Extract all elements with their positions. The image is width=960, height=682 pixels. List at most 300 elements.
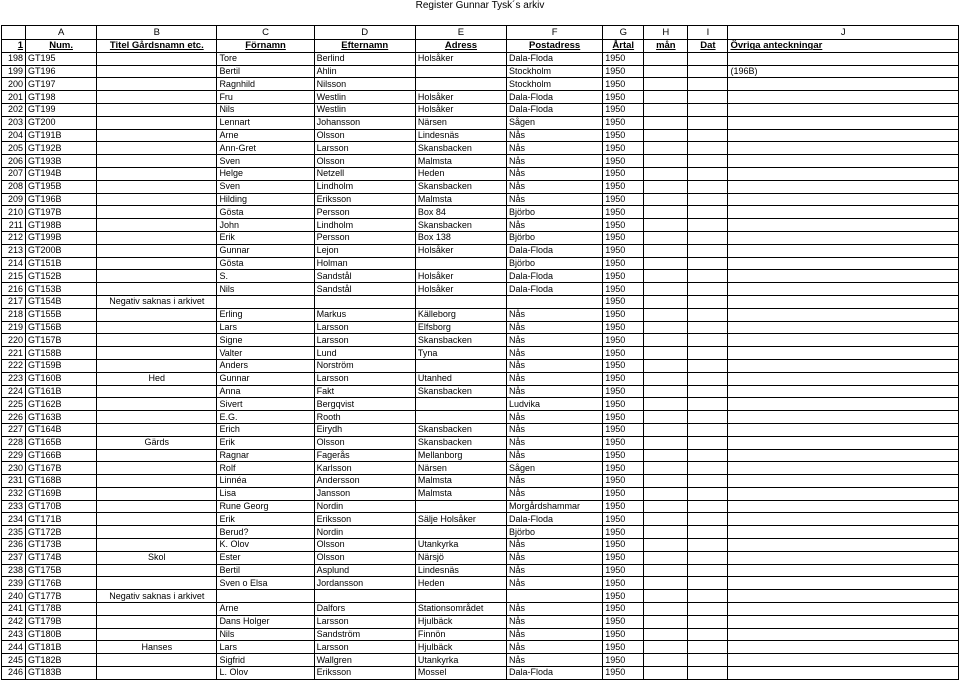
row-number-cell: 217 xyxy=(2,295,26,308)
table-cell: Holsåker xyxy=(415,283,506,296)
table-cell xyxy=(644,295,688,308)
table-cell xyxy=(644,142,688,155)
table-cell: Nås xyxy=(507,449,603,462)
table-row xyxy=(2,347,959,360)
table-cell: Valter xyxy=(217,347,314,360)
table-cell xyxy=(728,475,959,488)
table-cell xyxy=(97,180,217,193)
table-cell: Dala-Floda xyxy=(507,91,603,104)
table-row xyxy=(2,628,959,641)
table-cell: 1950 xyxy=(603,615,644,628)
table-cell: GT168B xyxy=(26,475,97,488)
table-cell: Erik xyxy=(217,513,314,526)
table-cell xyxy=(97,193,217,206)
table-cell: Nås xyxy=(507,155,603,168)
table-cell xyxy=(97,449,217,462)
table-cell xyxy=(644,462,688,475)
table-cell: GT154B xyxy=(26,295,97,308)
table-cell: 1950 xyxy=(603,180,644,193)
table-cell xyxy=(688,500,728,513)
table-cell: 1950 xyxy=(603,65,644,78)
table-cell: Dala-Floda xyxy=(507,103,603,116)
table-cell: Dala-Floda xyxy=(507,513,603,526)
table-cell xyxy=(97,103,217,116)
table-row xyxy=(2,398,959,411)
table-cell: Gunnar xyxy=(217,372,314,385)
table-cell: GT161B xyxy=(26,385,97,398)
table-cell: Larsson xyxy=(314,641,415,654)
table-cell: Rune Georg xyxy=(217,500,314,513)
table-cell: Lars xyxy=(217,321,314,334)
table-cell xyxy=(644,180,688,193)
table-cell: Hed xyxy=(97,372,217,385)
table-cell xyxy=(644,308,688,321)
table-cell: 1950 xyxy=(603,295,644,308)
table-row xyxy=(2,449,959,462)
table-cell: Wallgren xyxy=(314,654,415,667)
table-row xyxy=(2,193,959,206)
row-number-cell: 223 xyxy=(2,372,26,385)
table-cell xyxy=(688,411,728,424)
table-cell xyxy=(688,103,728,116)
table-cell xyxy=(688,231,728,244)
row-number-cell: 231 xyxy=(2,475,26,488)
table-cell: Skansbacken xyxy=(415,436,506,449)
table-cell xyxy=(644,206,688,219)
table-cell: 1950 xyxy=(603,423,644,436)
table-cell: 1950 xyxy=(603,411,644,424)
table-cell: GT155B xyxy=(26,308,97,321)
table-cell xyxy=(97,577,217,590)
table-cell xyxy=(415,295,506,308)
table-cell: Westlin xyxy=(314,91,415,104)
table-cell: 1950 xyxy=(603,78,644,91)
table-cell: Tore xyxy=(217,52,314,65)
table-cell: Källeborg xyxy=(415,308,506,321)
table-cell: Berlind xyxy=(314,52,415,65)
table-cell xyxy=(97,129,217,142)
table-cell: Bertil xyxy=(217,564,314,577)
table-cell xyxy=(644,654,688,667)
table-cell xyxy=(688,283,728,296)
table-cell xyxy=(728,667,959,680)
row-number-cell: 198 xyxy=(2,52,26,65)
table-cell xyxy=(507,590,603,603)
row-number-cell: 220 xyxy=(2,334,26,347)
table-cell: 1950 xyxy=(603,449,644,462)
table-cell: L. Olov xyxy=(217,667,314,680)
table-cell xyxy=(97,283,217,296)
table-cell xyxy=(688,475,728,488)
table-cell: GT156B xyxy=(26,321,97,334)
page-title: Register Gunnar Tysk´s arkiv xyxy=(415,0,545,11)
table-cell xyxy=(644,116,688,129)
table-row xyxy=(2,308,959,321)
column-letter-b: B xyxy=(97,26,217,40)
table-cell xyxy=(97,667,217,680)
table-cell xyxy=(728,347,959,360)
table-cell: Skansbacken xyxy=(415,385,506,398)
table-cell xyxy=(97,500,217,513)
table-row xyxy=(2,590,959,603)
table-cell: Anders xyxy=(217,359,314,372)
table-cell xyxy=(644,449,688,462)
table-cell: Erling xyxy=(217,308,314,321)
table-cell: GT196B xyxy=(26,193,97,206)
table-cell: 1950 xyxy=(603,231,644,244)
table-cell: Eriksson xyxy=(314,667,415,680)
table-cell: 1950 xyxy=(603,206,644,219)
table-cell: Morgårdshammar xyxy=(507,500,603,513)
table-cell: Lund xyxy=(314,347,415,360)
table-cell: GT153B xyxy=(26,283,97,296)
table-row xyxy=(2,641,959,654)
row-number-cell: 233 xyxy=(2,500,26,513)
table-cell xyxy=(728,103,959,116)
table-cell: Arne xyxy=(217,603,314,616)
row-number-cell: 237 xyxy=(2,551,26,564)
table-cell: Malmsta xyxy=(415,475,506,488)
table-cell xyxy=(688,462,728,475)
table-cell xyxy=(97,423,217,436)
table-cell xyxy=(97,270,217,283)
table-cell: 1950 xyxy=(603,359,644,372)
table-cell: Holsåker xyxy=(415,103,506,116)
table-cell: 1950 xyxy=(603,603,644,616)
table-cell: GT159B xyxy=(26,359,97,372)
table-cell: Lindesnäs xyxy=(415,129,506,142)
table-cell xyxy=(728,487,959,500)
table-cell xyxy=(728,564,959,577)
table-row xyxy=(2,244,959,257)
row-number-cell: 1 xyxy=(2,40,26,53)
table-cell: GT177B xyxy=(26,590,97,603)
row-number-cell: 239 xyxy=(2,577,26,590)
column-letter-c: C xyxy=(217,26,314,40)
table-cell: GT198 xyxy=(26,91,97,104)
table-cell: Nås xyxy=(507,487,603,500)
table-cell xyxy=(644,167,688,180)
table-cell xyxy=(688,654,728,667)
row-number-cell: 213 xyxy=(2,244,26,257)
table-cell: 1950 xyxy=(603,142,644,155)
row-number-cell: 226 xyxy=(2,411,26,424)
table-cell: GT179B xyxy=(26,615,97,628)
table-cell xyxy=(688,167,728,180)
table-cell: Sven xyxy=(217,180,314,193)
table-cell: Hilding xyxy=(217,193,314,206)
table-cell: Dala-Floda xyxy=(507,244,603,257)
table-cell: 1950 xyxy=(603,436,644,449)
table-cell: Karlsson xyxy=(314,462,415,475)
corner-cell xyxy=(2,26,26,40)
table-cell xyxy=(97,359,217,372)
table-cell: Nås xyxy=(507,411,603,424)
table-cell: Hanses xyxy=(97,641,217,654)
table-cell xyxy=(415,590,506,603)
table-cell: 1950 xyxy=(603,500,644,513)
table-row xyxy=(2,654,959,667)
table-cell: Nås xyxy=(507,308,603,321)
table-cell xyxy=(644,500,688,513)
table-cell: Eriksson xyxy=(314,513,415,526)
table-cell xyxy=(688,257,728,270)
table-row xyxy=(2,487,959,500)
table-cell xyxy=(728,334,959,347)
table-row xyxy=(2,180,959,193)
table-row xyxy=(2,551,959,564)
table-cell xyxy=(728,116,959,129)
table-cell xyxy=(688,590,728,603)
row-number-cell: 215 xyxy=(2,270,26,283)
table-cell: Hjulbäck xyxy=(415,615,506,628)
table-cell xyxy=(728,193,959,206)
table-cell: Nås xyxy=(507,321,603,334)
table-cell: Johansson xyxy=(314,116,415,129)
table-row xyxy=(2,167,959,180)
row-number-cell: 241 xyxy=(2,603,26,616)
table-cell xyxy=(644,436,688,449)
table-cell xyxy=(688,244,728,257)
table-cell xyxy=(688,270,728,283)
table-cell: GT169B xyxy=(26,487,97,500)
table-cell xyxy=(97,513,217,526)
table-cell xyxy=(644,628,688,641)
table-cell: Dalfors xyxy=(314,603,415,616)
row-number-cell: 229 xyxy=(2,449,26,462)
table-cell: Nils xyxy=(217,283,314,296)
table-cell: GT166B xyxy=(26,449,97,462)
table-cell: Ragnar xyxy=(217,449,314,462)
table-cell: 1950 xyxy=(603,116,644,129)
table-cell: 1950 xyxy=(603,129,644,142)
row-number-cell: 207 xyxy=(2,167,26,180)
table-row xyxy=(2,116,959,129)
table-cell: Bergqvist xyxy=(314,398,415,411)
table-cell: Lindesnäs xyxy=(415,564,506,577)
table-cell: 1950 xyxy=(603,283,644,296)
table-cell: Dala-Floda xyxy=(507,270,603,283)
table-cell: Tyna xyxy=(415,347,506,360)
table-cell xyxy=(644,321,688,334)
table-cell xyxy=(644,577,688,590)
table-cell xyxy=(688,321,728,334)
table-cell: Nordin xyxy=(314,526,415,539)
row-number-cell: 225 xyxy=(2,398,26,411)
table-cell: Ahlin xyxy=(314,65,415,78)
table-cell xyxy=(644,334,688,347)
table-cell: GT193B xyxy=(26,155,97,168)
table-cell xyxy=(97,385,217,398)
table-cell: Nås xyxy=(507,551,603,564)
table-cell: 1950 xyxy=(603,219,644,232)
table-cell: GT192B xyxy=(26,142,97,155)
table-cell xyxy=(97,244,217,257)
table-cell: 1950 xyxy=(603,385,644,398)
table-cell xyxy=(415,257,506,270)
table-cell: GT197 xyxy=(26,78,97,91)
table-cell xyxy=(97,526,217,539)
table-cell: Sven xyxy=(217,155,314,168)
table-cell: Sigfrid xyxy=(217,654,314,667)
table-cell: Stationsområdet xyxy=(415,603,506,616)
table-cell xyxy=(97,334,217,347)
table-cell: Lars xyxy=(217,641,314,654)
table-cell xyxy=(688,487,728,500)
table-row xyxy=(2,526,959,539)
table-cell xyxy=(688,551,728,564)
table-cell: Persson xyxy=(314,206,415,219)
table-cell: 1950 xyxy=(603,91,644,104)
table-cell xyxy=(728,78,959,91)
row-number-cell: 200 xyxy=(2,78,26,91)
table-cell xyxy=(688,180,728,193)
table-cell xyxy=(688,398,728,411)
table-cell: 1950 xyxy=(603,641,644,654)
table-cell xyxy=(688,385,728,398)
table-row xyxy=(2,513,959,526)
row-number-cell: 228 xyxy=(2,436,26,449)
table-cell: 1950 xyxy=(603,539,644,552)
table-cell: Dala-Floda xyxy=(507,667,603,680)
table-cell: 1950 xyxy=(603,321,644,334)
table-cell: GT160B xyxy=(26,372,97,385)
table-cell: Jansson xyxy=(314,487,415,500)
table-cell: Ludvika xyxy=(507,398,603,411)
table-cell xyxy=(314,295,415,308)
table-cell: Sågen xyxy=(507,462,603,475)
table-cell xyxy=(97,603,217,616)
table-cell xyxy=(688,308,728,321)
table-cell: Larsson xyxy=(314,615,415,628)
table-cell: Gösta xyxy=(217,206,314,219)
table-cell: Larsson xyxy=(314,142,415,155)
table-cell xyxy=(728,577,959,590)
table-cell xyxy=(728,359,959,372)
column-letter-j: J xyxy=(728,26,959,40)
table-cell: Olsson xyxy=(314,551,415,564)
table-cell xyxy=(97,628,217,641)
table-cell: Jordansson xyxy=(314,577,415,590)
table-row xyxy=(2,295,959,308)
table-cell: Dat xyxy=(688,40,728,53)
table-cell xyxy=(644,193,688,206)
row-number-cell: 204 xyxy=(2,129,26,142)
table-cell: Nås xyxy=(507,423,603,436)
table-cell: Nås xyxy=(507,142,603,155)
table-cell: Erich xyxy=(217,423,314,436)
table-cell xyxy=(644,641,688,654)
table-cell: GT175B xyxy=(26,564,97,577)
table-cell xyxy=(728,321,959,334)
row-number-cell: 206 xyxy=(2,155,26,168)
table-cell: Utankyrka xyxy=(415,539,506,552)
table-row xyxy=(2,564,959,577)
table-cell xyxy=(728,372,959,385)
table-cell: Nås xyxy=(507,641,603,654)
table-cell xyxy=(728,91,959,104)
row-number-cell: 211 xyxy=(2,219,26,232)
table-cell: 1950 xyxy=(603,577,644,590)
table-cell: Nås xyxy=(507,603,603,616)
table-row xyxy=(2,155,959,168)
table-cell: GT194B xyxy=(26,167,97,180)
table-cell: Nås xyxy=(507,372,603,385)
table-cell xyxy=(688,372,728,385)
table-cell xyxy=(688,526,728,539)
table-cell: Nås xyxy=(507,615,603,628)
table-cell: (196B) xyxy=(728,65,959,78)
table-cell: mån xyxy=(644,40,688,53)
table-cell: Ann-Gret xyxy=(217,142,314,155)
table-cell: GT170B xyxy=(26,500,97,513)
row-number-cell: 208 xyxy=(2,180,26,193)
table-cell xyxy=(728,180,959,193)
row-number-cell: 232 xyxy=(2,487,26,500)
table-cell xyxy=(415,411,506,424)
table-row xyxy=(2,577,959,590)
table-cell: GT151B xyxy=(26,257,97,270)
table-cell xyxy=(688,423,728,436)
table-cell: Sandström xyxy=(314,628,415,641)
table-cell: Olsson xyxy=(314,539,415,552)
table-cell: 1950 xyxy=(603,334,644,347)
table-cell: 1950 xyxy=(603,257,644,270)
table-row xyxy=(2,270,959,283)
table-cell xyxy=(728,142,959,155)
table-cell: Efternamn xyxy=(314,40,415,53)
table-cell xyxy=(688,641,728,654)
table-cell xyxy=(644,359,688,372)
table-cell: Nås xyxy=(507,577,603,590)
row-number-cell: 224 xyxy=(2,385,26,398)
table-cell: Björbo xyxy=(507,257,603,270)
table-cell xyxy=(644,551,688,564)
table-cell xyxy=(97,564,217,577)
table-cell: Larsson xyxy=(314,334,415,347)
table-cell xyxy=(97,398,217,411)
table-row xyxy=(2,462,959,475)
table-cell: Sandstål xyxy=(314,283,415,296)
table-cell xyxy=(728,526,959,539)
table-cell xyxy=(688,65,728,78)
table-cell: Dala-Floda xyxy=(507,52,603,65)
table-cell: Nås xyxy=(507,359,603,372)
row-number-cell: 205 xyxy=(2,142,26,155)
table-cell: Nås xyxy=(507,180,603,193)
register-table xyxy=(1,25,959,680)
table-cell: Nås xyxy=(507,193,603,206)
table-cell: Gösta xyxy=(217,257,314,270)
table-cell xyxy=(688,359,728,372)
table-cell xyxy=(728,513,959,526)
table-cell: 1950 xyxy=(603,244,644,257)
table-cell: Nås xyxy=(507,167,603,180)
table-cell: GT200 xyxy=(26,116,97,129)
table-cell xyxy=(644,667,688,680)
table-row xyxy=(2,219,959,232)
table-cell: Holsåker xyxy=(415,244,506,257)
table-row xyxy=(2,539,959,552)
table-cell: Rooth xyxy=(314,411,415,424)
table-cell xyxy=(688,116,728,129)
table-cell xyxy=(644,398,688,411)
table-cell: Signe xyxy=(217,334,314,347)
table-cell xyxy=(728,628,959,641)
table-cell xyxy=(728,257,959,270)
table-cell: Malmsta xyxy=(415,193,506,206)
table-cell xyxy=(314,590,415,603)
